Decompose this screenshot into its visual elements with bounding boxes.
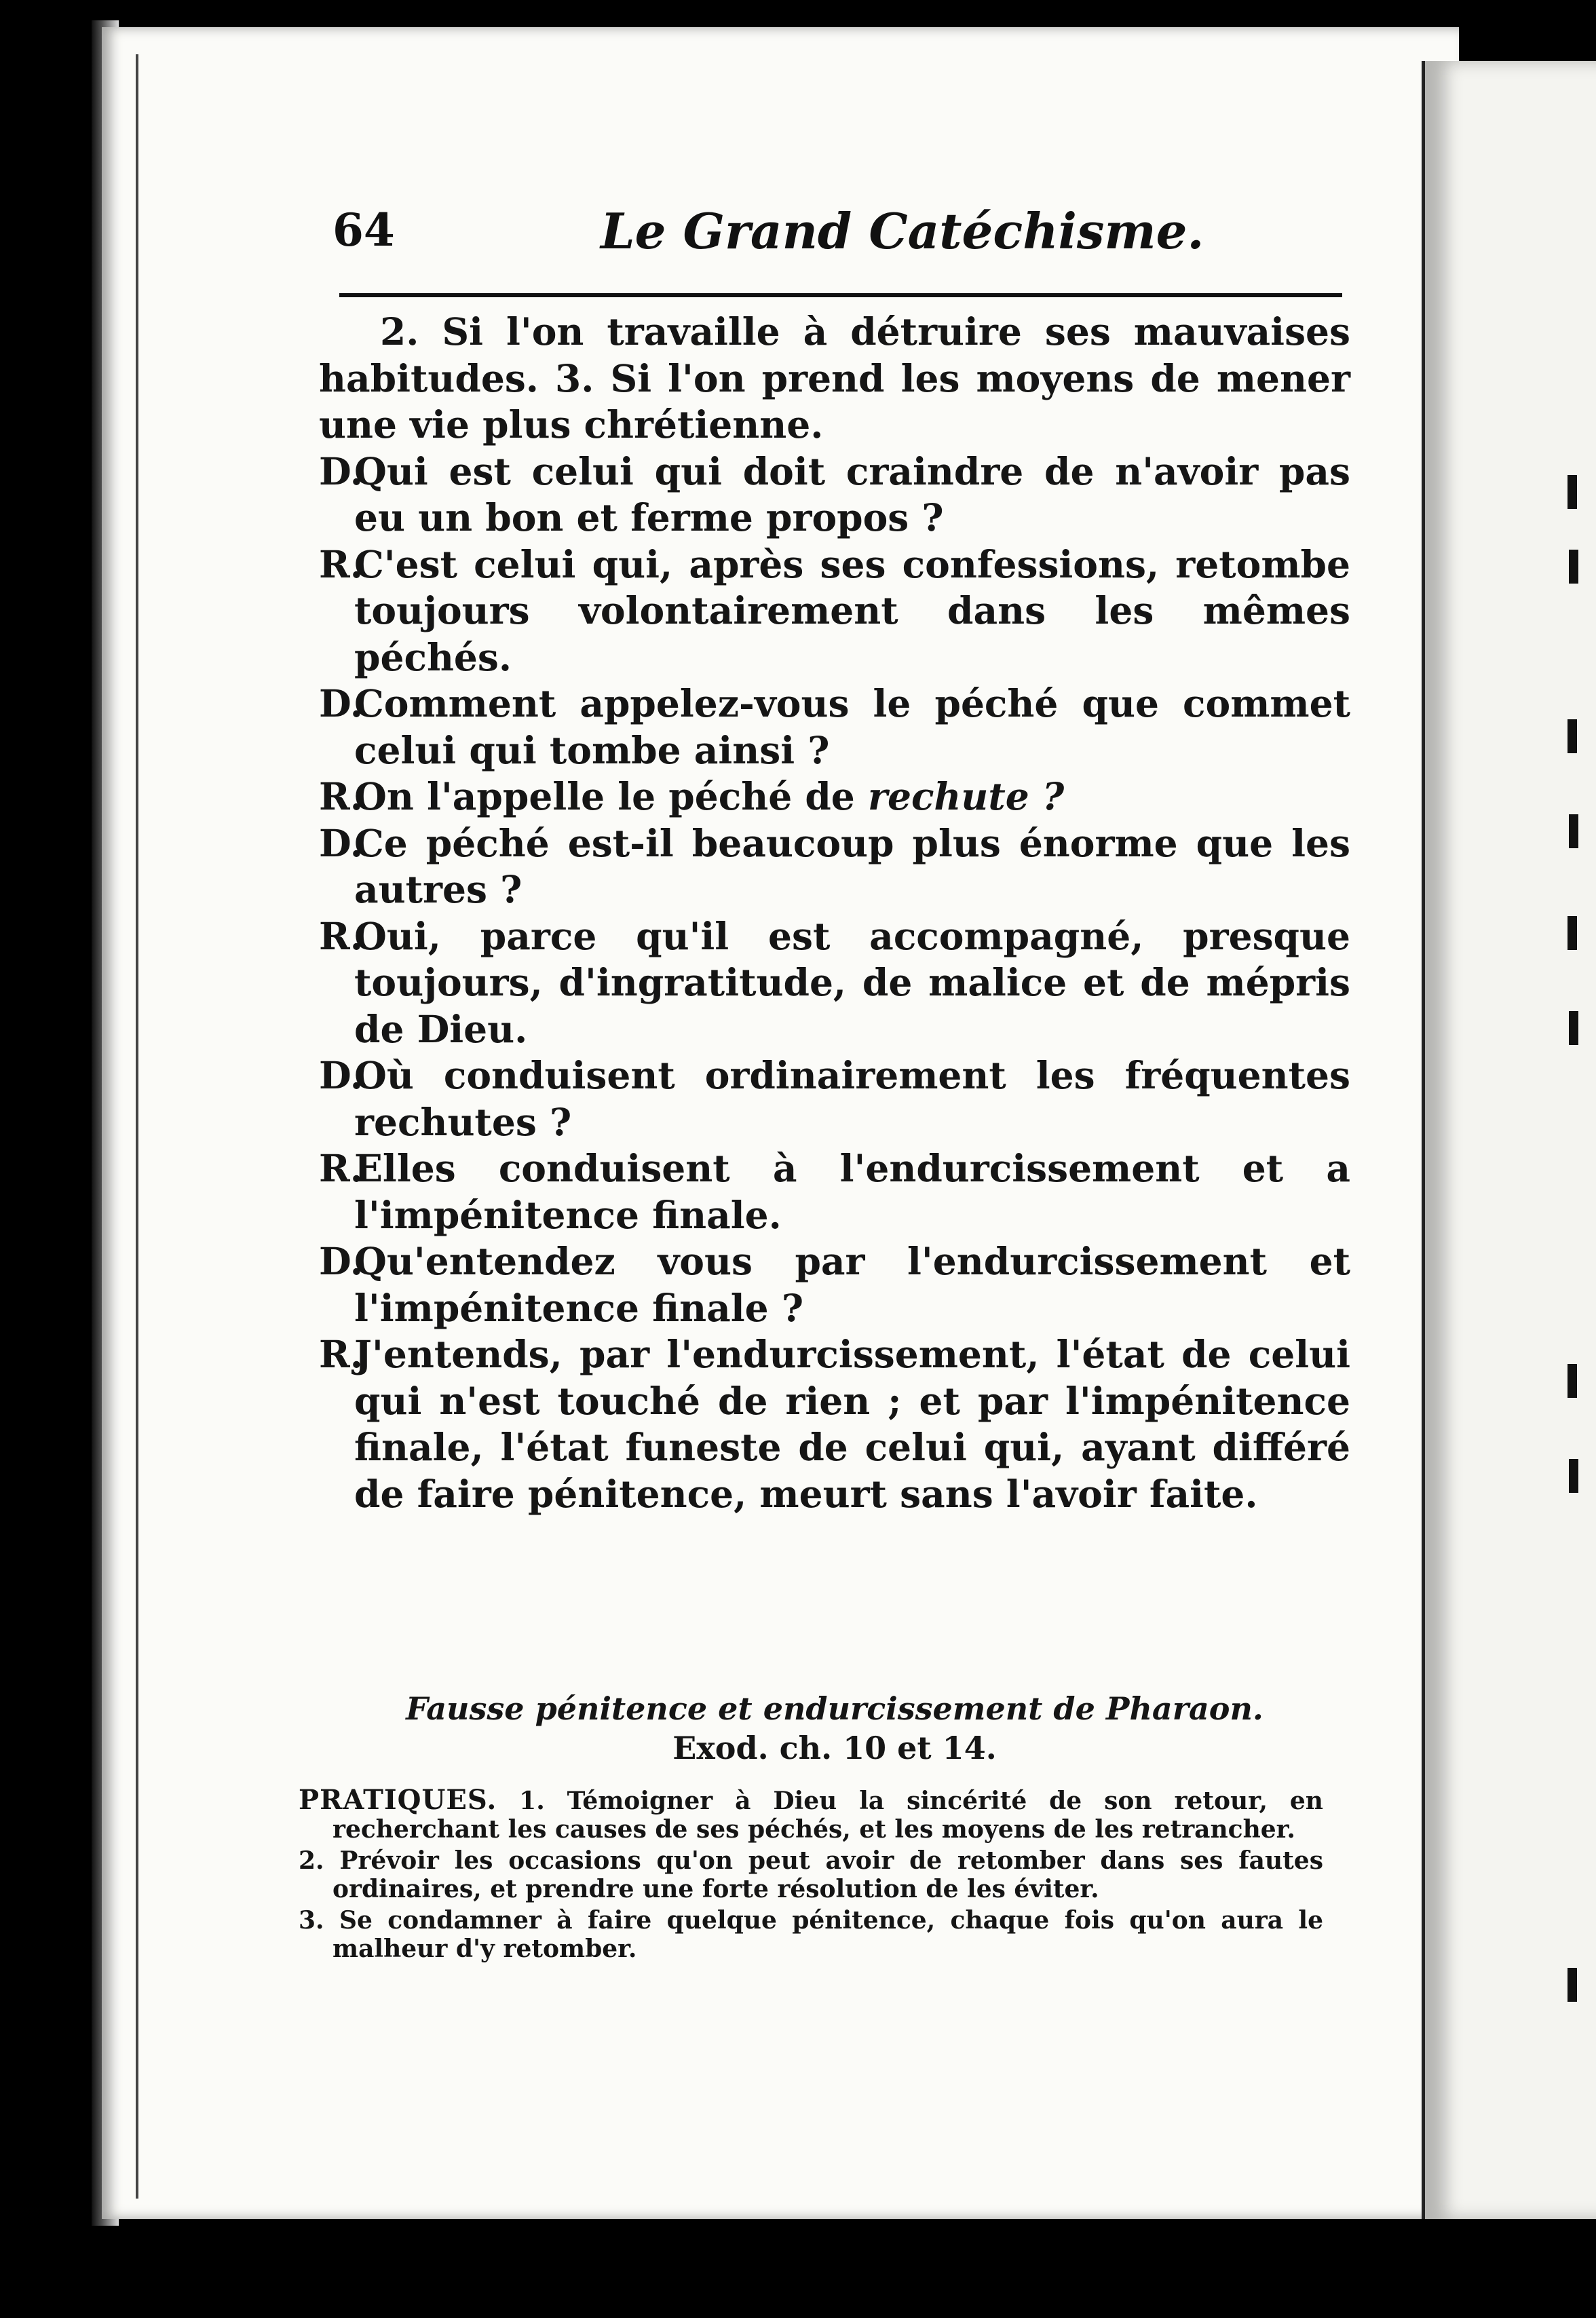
answer-marker: R. xyxy=(319,774,363,818)
question-paragraph xyxy=(319,1238,1350,1331)
answer-marker: R. xyxy=(319,1332,363,1376)
answer-marker: R. xyxy=(319,1146,363,1190)
practice-number: 3. xyxy=(299,1906,324,1935)
practice-text: Témoigner à Dieu la sincérité de son retour, en recherchant les causes de ses péchés, et les moyens de les retrancher. xyxy=(332,1787,1323,1844)
header-rule xyxy=(339,293,1342,297)
answer-paragraph xyxy=(319,1331,1350,1517)
answer-text: On l'appelle le péché de xyxy=(354,774,855,818)
answer-text: C'est celui qui, après ses confessions, retombe toujours volontairement dans les mêmes péchés. xyxy=(354,542,1350,679)
running-title: Le Grand Catéchisme. xyxy=(601,202,1204,260)
question-paragraph xyxy=(319,449,1350,542)
bleed-through-mark xyxy=(1568,475,1577,509)
next-page-margin xyxy=(1425,61,1596,2219)
page-number: 64 xyxy=(332,204,395,256)
caption-reference: Exod. ch. 10 et 14. xyxy=(672,1730,997,1766)
question-marker: D. xyxy=(319,820,363,865)
bleed-through-mark xyxy=(1568,1968,1577,2002)
page-header xyxy=(332,197,1337,271)
question-paragraph xyxy=(319,681,1350,774)
practices-section xyxy=(299,1786,1323,1966)
answer-text: Elles conduisent à l'endurcissement et a l'impénitence finale. xyxy=(354,1146,1350,1237)
practice-text: Prévoir les occasions qu'on peut avoir de retomber dans ses fautes ordinaires, et prendre une forte résolution de les éviter. xyxy=(332,1846,1323,1903)
answer-text: J'entends, par l'endurcissement, l'état de celui qui n'est touché de rien ; et par l'impénitence finale, l'état funeste de celui qui, ayant différé de faire pénitence, meurt sans l'avoir faite. xyxy=(354,1332,1350,1516)
answer-marker: R. xyxy=(319,542,363,586)
illustration-caption xyxy=(319,1690,1350,1768)
answer-paragraph xyxy=(319,913,1350,1053)
question-paragraph xyxy=(319,1052,1350,1145)
practice-item xyxy=(299,1786,1323,1844)
opening-paragraph: 2. Si l'on travaille à détruire ses mauvaises habitudes. 3. Si l'on prend les moyens de mener une vie plus chrétienne. xyxy=(319,309,1350,446)
practices-label: PRATIQUES. xyxy=(299,1784,497,1816)
bleed-through-mark xyxy=(1569,1011,1578,1045)
practice-item xyxy=(299,1846,1323,1903)
question-marker: D. xyxy=(319,449,363,493)
answer-paragraph xyxy=(319,1145,1350,1238)
bleed-through-mark xyxy=(1569,1459,1578,1493)
answer-marker: R. xyxy=(319,913,363,958)
question-text: Ce péché est-il beaucoup plus énorme que les autres ? xyxy=(354,820,1350,911)
bleed-through-mark xyxy=(1568,916,1577,950)
practice-number: 2. xyxy=(299,1846,324,1875)
bleed-through-mark xyxy=(1569,814,1578,848)
answer-italic-term: rechute ? xyxy=(867,774,1065,818)
practice-text: Se condamner à faire quelque pénitence, chaque fois qu'on aura le malheur d'y retomber. xyxy=(332,1906,1323,1963)
question-marker: D. xyxy=(319,681,363,725)
question-marker: D. xyxy=(319,1239,363,1283)
question-text: Comment appelez-vous le péché que commet celui qui tombe ainsi ? xyxy=(354,681,1350,772)
question-text: Qu'entendez vous par l'endurcissement et l'impénitence finale ? xyxy=(354,1239,1350,1330)
practice-item xyxy=(299,1906,1323,1963)
page-inner-edge xyxy=(136,54,138,2199)
bleed-through-mark xyxy=(1569,550,1578,584)
bleed-through-mark xyxy=(1568,719,1577,753)
question-marker: D. xyxy=(319,1053,363,1097)
answer-paragraph xyxy=(319,774,1350,820)
catechism-text xyxy=(319,309,1350,1517)
practice-number: 1. xyxy=(519,1787,545,1815)
question-paragraph xyxy=(319,820,1350,913)
answer-paragraph xyxy=(319,542,1350,681)
caption-title: Fausse pénitence et endurcissement de Pharaon. xyxy=(406,1690,1264,1727)
question-text: Qui est celui qui doit craindre de n'avoir pas eu un bon et ferme propos ? xyxy=(354,449,1350,539)
answer-text: Oui, parce qu'il est accompagné, presque toujours, d'ingratitude, de malice et de mépris de Dieu. xyxy=(354,913,1350,1051)
question-text: Où conduisent ordinairement les fréquentes rechutes ? xyxy=(354,1053,1350,1144)
bleed-through-mark xyxy=(1568,1364,1577,1398)
